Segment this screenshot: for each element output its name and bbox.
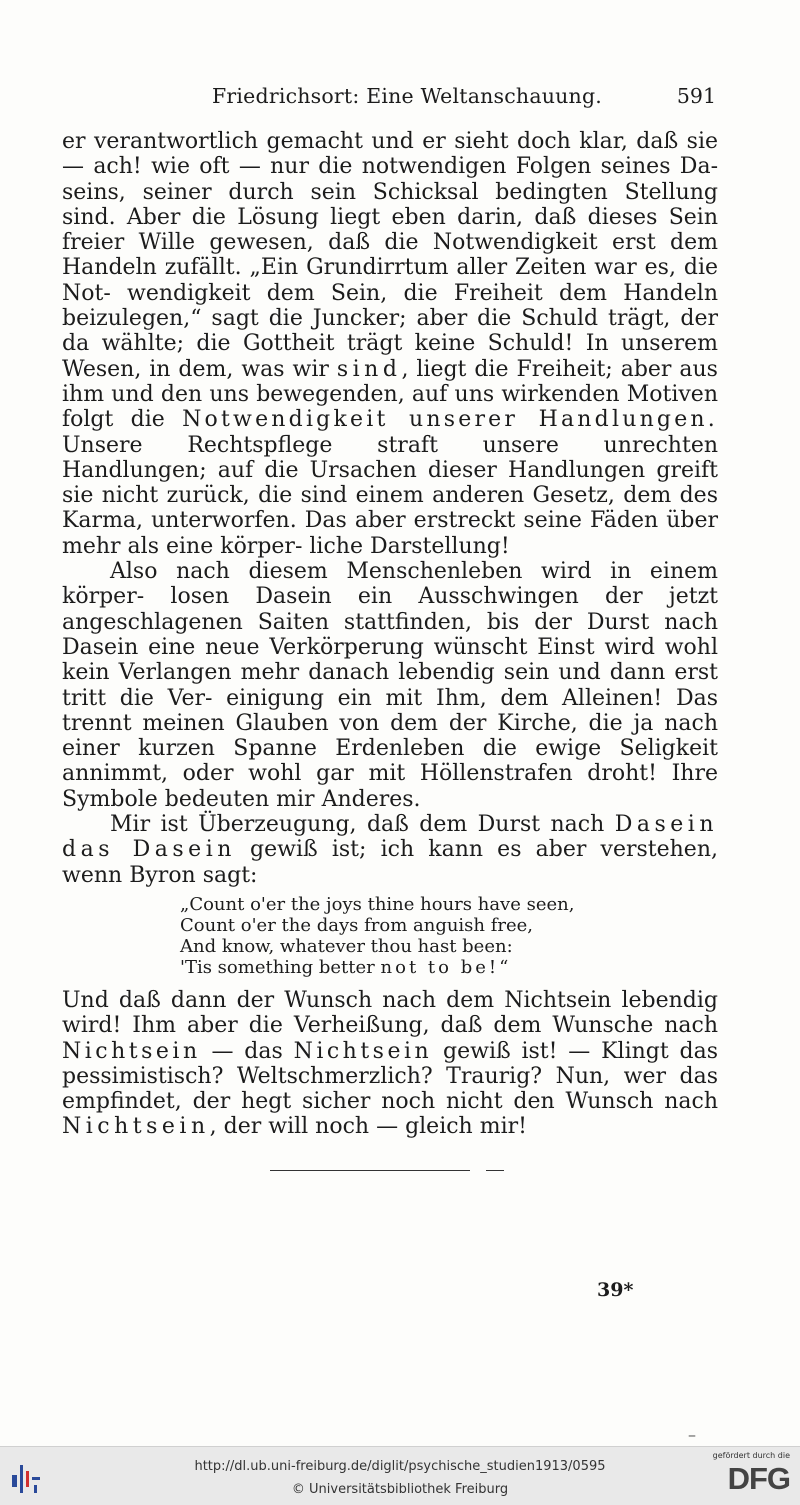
text-line: empfindet, der hegt sicher noch nicht den Wunsch nach	[62, 1089, 718, 1115]
spaced-emphasis: Notwendigkeit unserer Handlungen.	[182, 407, 718, 433]
verse-text: “	[499, 956, 509, 978]
text-line: — das	[200, 1038, 294, 1064]
text-line: Glauben von dem der Kirche, die ja nach einer kurzen	[62, 710, 719, 762]
body-text	[62, 129, 718, 1140]
text-line: wendigkeit dem Sein, die Freiheit dem Handeln beizulegen,“	[62, 280, 718, 332]
text-line: Wille gewesen, daß die Notwendigkeit erst dem Handeln	[62, 230, 718, 281]
text-line: wird! Ihm aber die Verheißung, daß dem Wunsche nach	[62, 1013, 718, 1039]
verse-line: Count o'er the days from anguish free,	[180, 914, 534, 936]
text-line: mehr danach lebendig sein und dann erst tritt die Ver-	[62, 660, 719, 711]
text-line: Anderes.	[321, 786, 421, 812]
text-line: uns bewegenden, auf uns wirkenden Motiven folgt die	[62, 381, 718, 433]
text-line: Saiten stattfinden, bis der Durst nach Dasein eine neue	[62, 609, 719, 660]
verse-line: „Count o'er the joys thine hours have seen,	[180, 893, 575, 915]
viewer-footer	[0, 1446, 800, 1505]
text-line: pessimistisch? Weltschmerzlich? Traurig? Nun, wer das	[62, 1063, 718, 1089]
text-line: gar mit Höllenstrafen droht! Ihre Symbole bedeuten mir	[62, 761, 718, 812]
text-line: liche Darstellung!	[309, 533, 510, 559]
text-line: er verantwortlich gemacht und er sieht doch klar, daß sie	[62, 129, 718, 154]
running-title: Friedrichsort: Eine Weltanschauung.	[212, 84, 602, 108]
spaced-emphasis: Nichtsein	[62, 1114, 210, 1140]
text-line: Das aber erstreckt seine Fäden über mehr als eine körper-	[62, 508, 718, 559]
text-line: zufällt. „Ein Grundirrtum aller Zeiten war es, die Not-	[62, 255, 718, 306]
paragraph-3	[62, 812, 718, 888]
paragraph-1	[62, 129, 718, 559]
dfg-logo: DFG	[727, 1461, 790, 1496]
spaced-emphasis: Nichtsein	[293, 1038, 433, 1064]
text-line: , der will noch — gleich mir!	[209, 1114, 527, 1140]
text-line: Spanne Erdenleben die ewige Seligkeit annimmt, oder wohl	[62, 736, 718, 787]
verse-line: And know, whatever thou hast been:	[180, 935, 513, 957]
spaced-emphasis: Dasein	[614, 812, 718, 838]
text-line: gewiß ist; ich kann es aber verstehen, wenn	[62, 837, 718, 888]
dfg-caption: gefördert durch die	[712, 1451, 790, 1460]
running-head	[62, 84, 718, 112]
text-line: Aber die Lösung liegt eben darin, daß dieses Sein freier	[62, 204, 718, 256]
text-line: — ach! wie oft — nur die notwendigen Folgen seines Da-	[62, 154, 718, 180]
spaced-emphasis: not to be!	[380, 956, 500, 978]
text-line: seins, seiner durch sein Schicksal bedingten Stellung sind.	[62, 179, 718, 230]
text-line: Also nach diesem Menschenleben wird in einem körper-	[62, 559, 718, 610]
page-number: 591	[676, 84, 716, 108]
text-line: Verkörperung wünscht Einst wird wohl kein Verlangen	[62, 634, 718, 686]
text-line: Und daß dann der Wunsch nach dem Nichtsein lebendig	[62, 987, 718, 1013]
text-line: , liegt die Freiheit; aber aus ihm und den	[62, 356, 718, 407]
spaced-emphasis: sind	[336, 356, 402, 382]
text-line: sagt die Juncker; aber die Schuld trägt, der da wählte; die	[62, 306, 718, 357]
text-line: gewiß ist! — Klingt das	[432, 1038, 719, 1064]
text-line: sind einem anderen Gesetz, dem des Karma, unterworfen.	[62, 483, 718, 534]
verse-line	[180, 957, 718, 978]
document-url-link[interactable]: http://dl.ub.uni-freiburg.de/diglit/psychische_studien1913/0595	[194, 1459, 606, 1474]
text-line: Unsere	[62, 432, 143, 458]
spaced-emphasis: Nichtsein	[62, 1038, 201, 1064]
signature-mark: 39*	[597, 1279, 634, 1301]
spaced-emphasis: das Dasein	[62, 837, 236, 863]
paragraph-4	[62, 988, 718, 1140]
text-line: Gottheit trägt keine Schuld! In unserem Wesen, in dem,	[62, 331, 718, 382]
text-line: losen Dasein ein Ausschwingen der jetzt angeschlagenen	[62, 584, 719, 635]
verse-quote	[180, 894, 718, 978]
text-line: Rechtspflege straft unsere unrechten Handlungen; auf die	[62, 432, 719, 483]
text-line: Mir ist Überzeugung, daß dem Durst nach	[110, 812, 615, 838]
text-line: einigung ein mit Ihm, dem Alleinen! Das trennt meinen	[62, 685, 718, 736]
section-rule	[270, 1170, 470, 1171]
copyright-notice: © Universitätsbibliothek Freiburg	[291, 1482, 509, 1497]
section-rule-short	[486, 1170, 504, 1171]
text-line: Ursachen dieser Handlungen greift sie nicht zurück, die	[62, 457, 718, 509]
text-line: was wir	[241, 356, 329, 382]
paragraph-2	[62, 559, 718, 812]
verse-text: 'Tis something better	[180, 956, 381, 978]
text-line: Byron sagt:	[129, 862, 258, 888]
bottom-mark: –	[688, 1425, 696, 1444]
